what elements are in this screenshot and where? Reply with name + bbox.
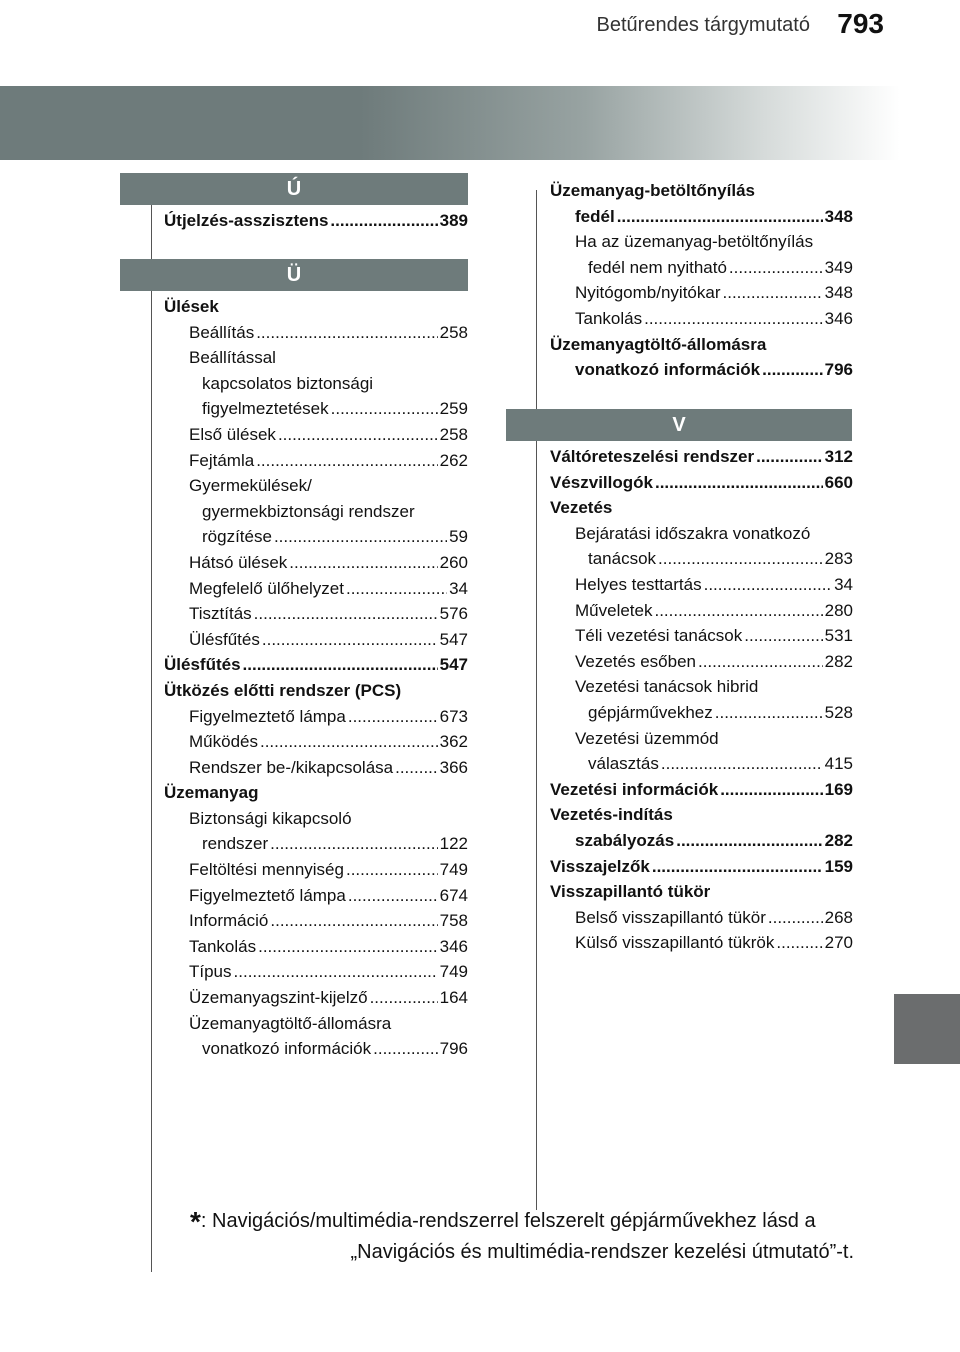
index-entry-text: Beállítás xyxy=(189,322,255,342)
index-entry-text: fedél xyxy=(575,206,615,226)
index-entry xyxy=(550,649,853,675)
leader-dots xyxy=(776,930,822,956)
header-banner xyxy=(0,86,900,160)
index-entry-page: 34 xyxy=(834,574,853,594)
index-entry-page: 415 xyxy=(824,754,853,774)
index-entry-text: Rendszer be-/kikapcsolása xyxy=(189,757,394,777)
index-entry-page: 362 xyxy=(439,732,468,752)
index-entry-page: 366 xyxy=(439,757,468,777)
index-entry xyxy=(164,627,468,653)
index-entry-text: Téli vezetési tanácsok xyxy=(575,626,743,646)
index-entry xyxy=(550,828,853,854)
leader-dots xyxy=(348,704,438,730)
index-entry-page: 576 xyxy=(439,604,468,624)
index-entry-page: 547 xyxy=(439,629,468,649)
index-entry-page: 346 xyxy=(824,308,853,328)
leader-dots xyxy=(256,320,437,346)
leader-dots xyxy=(260,729,438,755)
index-entry-text: Visszapillantó tükör xyxy=(550,882,711,902)
index-entry-text: Beállítással xyxy=(189,348,276,368)
index-entry xyxy=(550,178,853,204)
leader-dots xyxy=(729,255,823,281)
index-entry xyxy=(164,857,468,883)
index-entry xyxy=(550,255,853,281)
leader-dots xyxy=(348,883,438,909)
index-entry-text: vonatkozó információk xyxy=(575,360,761,380)
leader-dots xyxy=(655,470,823,496)
leader-dots xyxy=(652,854,823,880)
leader-dots xyxy=(270,908,437,934)
index-entry-page: 547 xyxy=(439,655,468,675)
leader-dots xyxy=(768,905,823,931)
index-entry-text: Üzemanyag-betöltőnyílás xyxy=(550,181,755,200)
leader-dots xyxy=(256,448,437,474)
index-entry-text: Típus xyxy=(189,962,232,982)
footnote xyxy=(190,1206,854,1267)
index-entry-text: Vezetési tanácsok hibrid xyxy=(575,677,759,697)
leader-dots xyxy=(756,444,823,470)
index-entry xyxy=(550,332,853,358)
index-entry-text: Ülésfűtés xyxy=(164,655,241,675)
index-entry xyxy=(164,601,468,627)
leader-dots xyxy=(370,985,438,1011)
index-entry-page: 348 xyxy=(824,206,853,226)
leader-dots xyxy=(723,280,823,306)
index-entry xyxy=(550,521,853,547)
index-entry-text: választás xyxy=(588,754,659,774)
index-entry xyxy=(550,777,853,803)
index-entry-page: 796 xyxy=(439,1039,468,1059)
index-entry-text: Első ülések xyxy=(189,424,276,444)
footnote-line-2: „Navigációs és multimédia-rendszer kezelési útmutató”-t. xyxy=(350,1241,854,1263)
index-entry-page: 258 xyxy=(439,424,468,444)
index-entry xyxy=(550,802,853,828)
running-header-title: Betűrendes tárgymutató xyxy=(596,14,810,36)
index-entry xyxy=(550,854,853,880)
index-entry xyxy=(550,357,853,383)
index-entry-text: vonatkozó információk xyxy=(202,1039,372,1059)
index-entry xyxy=(164,524,468,550)
footnote-marker: * xyxy=(190,1206,201,1237)
section-header-u-acute: Ú xyxy=(120,173,468,205)
index-entry-page: 389 xyxy=(439,211,468,230)
leader-dots xyxy=(676,828,822,854)
index-list-right-top xyxy=(550,178,853,383)
index-entry-page: 258 xyxy=(439,322,468,342)
index-entry-page: 758 xyxy=(439,911,468,931)
index-entry-page: 122 xyxy=(439,834,468,854)
index-entry-text: Feltöltési mennyiség xyxy=(189,860,344,880)
index-entry xyxy=(164,473,468,499)
index-entry xyxy=(164,550,468,576)
index-entry-text: Tankolás xyxy=(189,936,257,956)
index-entry-page: 159 xyxy=(824,856,853,876)
index-entry xyxy=(164,780,468,806)
section-header-u-umlaut: Ü xyxy=(120,259,468,291)
index-entry-text: Bejáratási időszakra vonatkozó xyxy=(575,523,811,543)
index-entry-text: Vezetési információk xyxy=(550,779,719,799)
left-column-rule xyxy=(151,190,152,1272)
index-entry xyxy=(164,755,468,781)
index-entry-text: Vezetési üzemmód xyxy=(575,728,719,748)
index-entry-page: 260 xyxy=(439,552,468,572)
leader-dots xyxy=(346,576,447,602)
index-entry xyxy=(550,879,853,905)
index-entry xyxy=(164,422,468,448)
index-entry-text: Vészvillogók xyxy=(550,472,653,492)
page-number: 793 xyxy=(837,8,884,39)
index-entry xyxy=(164,729,468,755)
index-entry-page: 262 xyxy=(439,450,468,470)
index-entry xyxy=(164,448,468,474)
leader-dots xyxy=(658,546,823,572)
index-entry xyxy=(164,1011,468,1037)
section-header-v: V xyxy=(506,409,852,441)
leader-dots xyxy=(744,623,822,649)
leader-dots xyxy=(346,857,438,883)
index-entry-text: Visszajelzők xyxy=(550,856,650,876)
index-entry xyxy=(164,806,468,832)
index-entry-text: Ülések xyxy=(164,297,219,316)
index-entry-text: Műveletek xyxy=(575,600,653,620)
index-entry-text: gépjárművekhez xyxy=(588,702,713,722)
index-entry-text: Figyelmeztető lámpa xyxy=(189,885,346,905)
index-entry-text: szabályozás xyxy=(575,830,675,850)
index-entry xyxy=(164,396,468,422)
footnote-line-1: : Navigációs/multimédia-rendszerrel felszerelt gépjárművekhez lásd a xyxy=(200,1210,816,1232)
middle-column-rule xyxy=(536,190,537,1210)
index-entry-text: Helyes testtartás xyxy=(575,574,702,594)
index-entry-page: 268 xyxy=(824,907,853,927)
leader-dots xyxy=(258,934,438,960)
chapter-thumb-tab xyxy=(894,994,960,1064)
index-entry xyxy=(164,985,468,1011)
index-entry-page: 169 xyxy=(824,779,853,799)
index-entry-page: 348 xyxy=(824,283,853,303)
index-entry-page: 796 xyxy=(824,360,853,380)
index-entry-text: Váltóreteszelési rendszer xyxy=(550,447,755,466)
index-entry xyxy=(550,751,853,777)
index-entry-page: 280 xyxy=(824,600,853,620)
index-entry xyxy=(550,444,853,470)
index-entry xyxy=(550,280,853,306)
index-entry-text: Ha az üzemanyag-betöltőnyílás xyxy=(575,232,814,252)
index-entry-text: figyelmeztetések xyxy=(202,399,329,419)
index-entry-text: Tisztítás xyxy=(189,604,252,624)
index-entry xyxy=(164,883,468,909)
index-entry-text: Működés xyxy=(189,732,258,752)
index-entry xyxy=(164,294,468,320)
index-entry-page: 749 xyxy=(439,860,468,880)
index-entry-text: kapcsolatos biztonsági xyxy=(202,373,374,393)
index-entry xyxy=(550,495,853,521)
leader-dots xyxy=(243,652,438,678)
index-entry-page: 259 xyxy=(439,399,468,419)
index-entry-page: 283 xyxy=(824,549,853,569)
index-entry xyxy=(550,623,853,649)
index-entry-text: Megfelelő ülőhelyzet xyxy=(189,578,344,598)
index-entry xyxy=(550,726,853,752)
index-entry-text: Biztonsági kikapcsoló xyxy=(189,808,352,828)
index-entry-text: fedél nem nyitható xyxy=(588,257,727,277)
index-entry-text: Üzemanyagtöltő-állomásra xyxy=(550,334,767,354)
index-entry xyxy=(164,678,468,704)
index-entry-text: Üzemanyagszint-kijelző xyxy=(189,988,368,1008)
index-entry xyxy=(550,470,853,496)
index-list-v xyxy=(550,444,853,956)
index-entry xyxy=(550,905,853,931)
index-entry-text: Belső visszapillantó tükör xyxy=(575,907,766,927)
index-entry-page: 282 xyxy=(824,830,853,850)
index-entry xyxy=(164,704,468,730)
index-entry xyxy=(164,320,468,346)
index-entry xyxy=(164,208,468,234)
index-entry xyxy=(164,908,468,934)
index-entry xyxy=(164,959,468,985)
leader-dots xyxy=(331,396,438,422)
index-entry-page: 164 xyxy=(439,988,468,1008)
index-entry-page: 528 xyxy=(824,702,853,722)
index-entry xyxy=(164,371,468,397)
leader-dots xyxy=(262,627,438,653)
index-entry xyxy=(164,499,468,525)
index-entry-text: Vezetés xyxy=(550,498,613,518)
index-entry-text: Üzemanyag xyxy=(164,783,259,803)
index-entry-page: 749 xyxy=(439,962,468,982)
index-entry-text: Hátsó ülések xyxy=(189,552,288,572)
index-entry-text: Útjelzés-asszisztens xyxy=(164,211,329,230)
leader-dots xyxy=(278,422,438,448)
leader-dots xyxy=(254,601,438,627)
leader-dots xyxy=(654,598,822,624)
index-entry-page: 282 xyxy=(824,651,853,671)
index-entry-text: Nyitógomb/nyitókar xyxy=(575,283,721,303)
leader-dots xyxy=(644,306,823,332)
index-entry-page: 673 xyxy=(439,706,468,726)
index-entry-text: Fejtámla xyxy=(189,450,255,470)
index-entry xyxy=(164,652,468,678)
index-entry-text: rögzítése xyxy=(202,527,272,547)
leader-dots xyxy=(617,204,823,230)
index-list-u-umlaut xyxy=(164,294,468,1062)
index-list-u-acute xyxy=(164,208,468,234)
index-entry-text: Gyermekülések/ xyxy=(189,476,312,496)
index-entry-text: Külső visszapillantó tükrök xyxy=(575,933,775,953)
leader-dots xyxy=(395,755,438,781)
index-entry-page: 349 xyxy=(824,257,853,277)
index-entry xyxy=(550,700,853,726)
index-entry-page: 270 xyxy=(824,933,853,953)
index-entry xyxy=(550,204,853,230)
leader-dots xyxy=(330,208,437,234)
index-entry-page: 34 xyxy=(449,578,468,598)
index-entry-text: rendszer xyxy=(202,834,269,854)
index-entry-page: 531 xyxy=(824,626,853,646)
index-entry-page: 59 xyxy=(449,527,468,547)
index-entry-text: tanácsok xyxy=(588,549,657,569)
index-entry-page: 312 xyxy=(824,447,853,466)
index-entry-page: 346 xyxy=(439,936,468,956)
index-entry-text: Figyelmeztető lámpa xyxy=(189,706,346,726)
leader-dots xyxy=(270,831,437,857)
leader-dots xyxy=(289,550,437,576)
leader-dots xyxy=(661,751,823,777)
index-entry xyxy=(164,831,468,857)
leader-dots xyxy=(373,1036,437,1062)
index-entry xyxy=(550,229,853,255)
index-entry-text: Vezetés esőben xyxy=(575,651,696,671)
index-entry xyxy=(550,306,853,332)
index-entry xyxy=(550,674,853,700)
index-entry-text: Üzemanyagtöltő-állomásra xyxy=(189,1013,392,1033)
leader-dots xyxy=(715,700,823,726)
index-entry xyxy=(164,934,468,960)
index-entry xyxy=(550,930,853,956)
index-entry-text: Vezetés-indítás xyxy=(550,805,673,825)
index-entry-text: gyermekbiztonsági rendszer xyxy=(202,501,415,521)
index-entry-text: Ülésfűtés xyxy=(189,629,260,649)
leader-dots xyxy=(762,357,822,383)
index-entry xyxy=(164,345,468,371)
leader-dots xyxy=(698,649,823,675)
index-entry-text: Tankolás xyxy=(575,308,643,328)
index-entry xyxy=(550,572,853,598)
index-entry xyxy=(550,546,853,572)
index-entry xyxy=(164,576,468,602)
index-entry-page: 674 xyxy=(439,885,468,905)
leader-dots xyxy=(274,524,447,550)
index-entry-page: 660 xyxy=(824,472,853,492)
leader-dots xyxy=(234,959,438,985)
index-entry-text: Információ xyxy=(189,911,269,931)
leader-dots xyxy=(720,777,822,803)
index-entry xyxy=(550,598,853,624)
index-entry-text: Ütközés előtti rendszer (PCS) xyxy=(164,680,402,700)
leader-dots xyxy=(704,572,832,598)
index-entry xyxy=(164,1036,468,1062)
